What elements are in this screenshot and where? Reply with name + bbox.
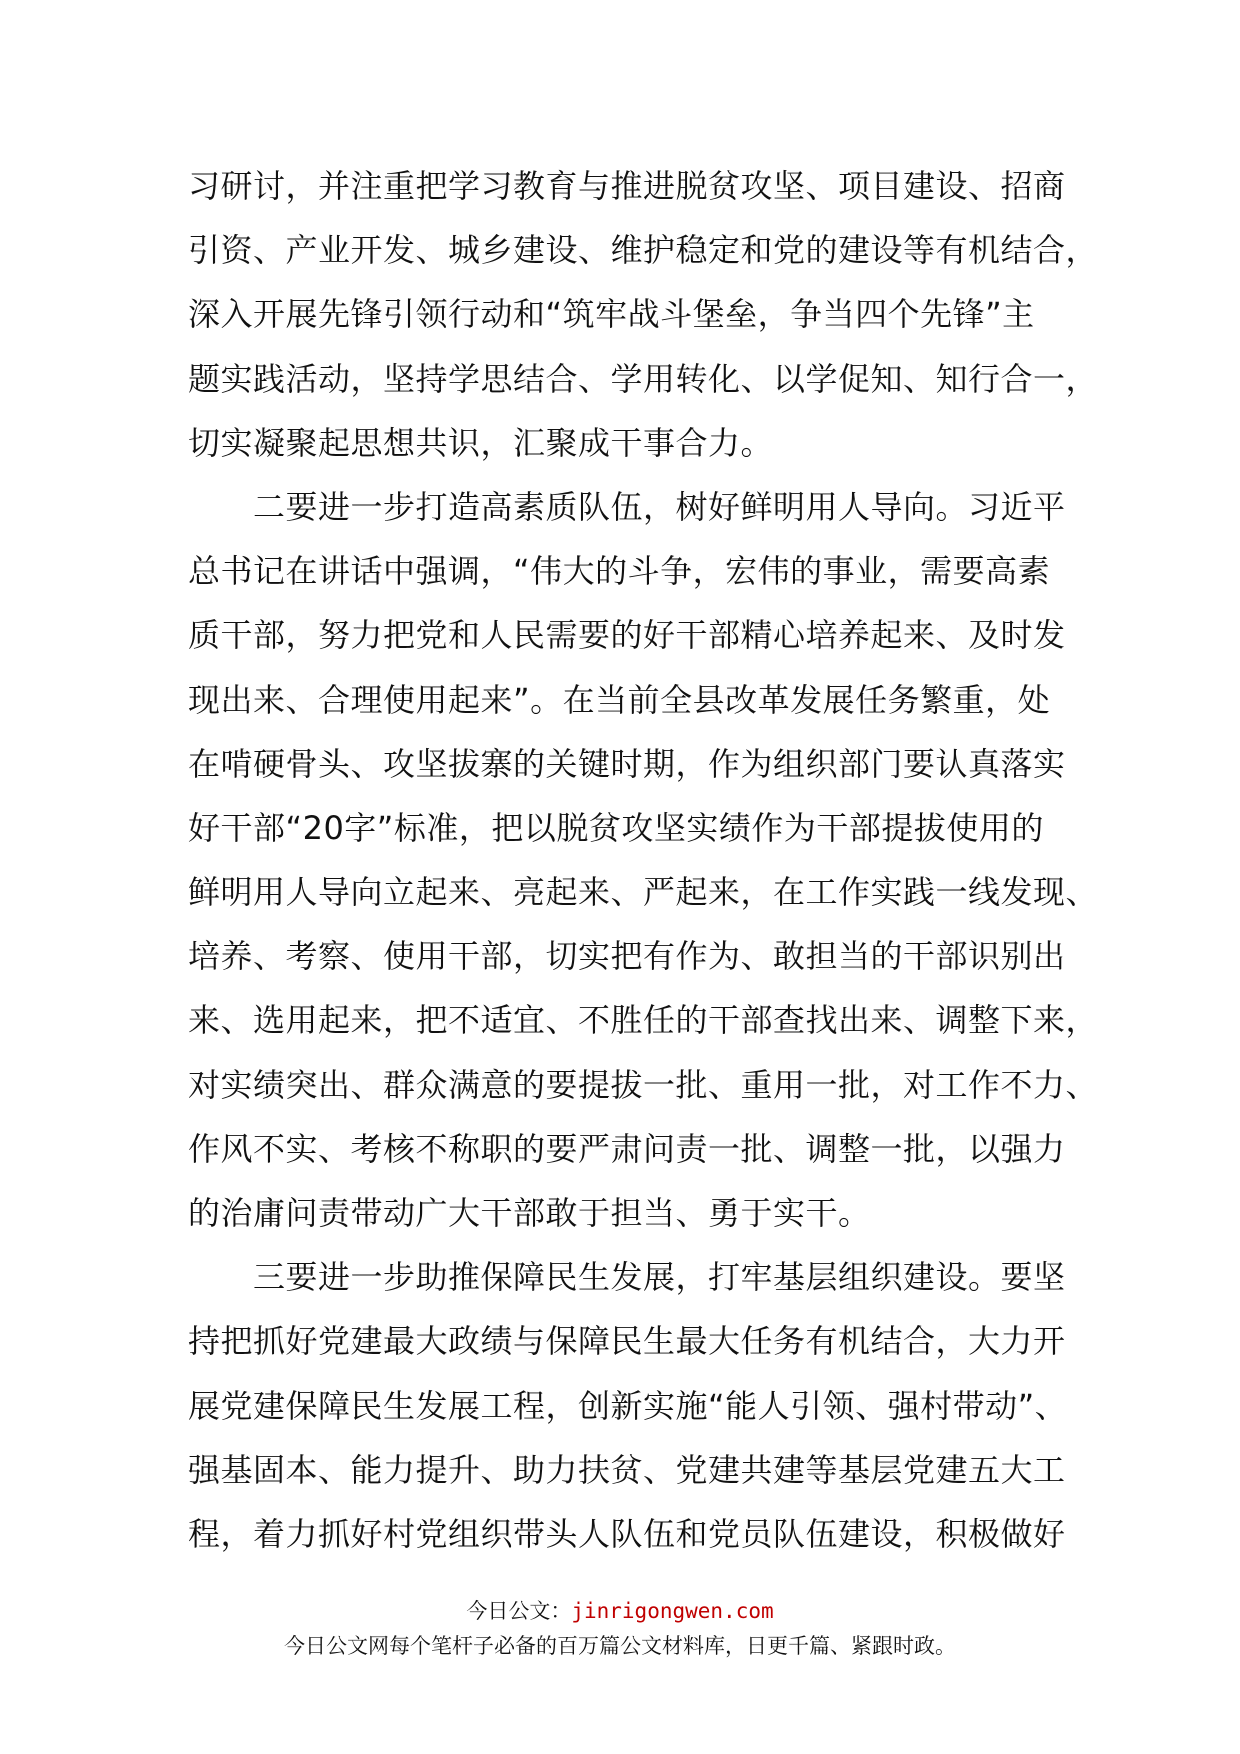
text-line: 习研讨，并注重把学习教育与推进脱贫攻坚、项目建设、招商 xyxy=(188,167,1066,205)
paragraph-start-line: 二要进一步打造高素质队伍，树好鲜明用人导向。习近平 xyxy=(188,487,1066,526)
footer-site-label: 今日公文： xyxy=(466,1599,572,1623)
text-line: 展党建保障民生发展工程，创新实施“能人引领、强村带动”、 xyxy=(188,1386,1068,1425)
text-line: 好干部“20字”标准，把以脱贫攻坚实绩作为干部提拔使用的 xyxy=(188,808,1044,847)
text-line: 题实践活动，坚持学思结合、学用转化、以学促知、知行合一， xyxy=(188,359,1099,398)
text-line: 程，着力抓好村党组织带头人队伍和党员队伍建设，积极做好 xyxy=(188,1514,1066,1553)
document-body xyxy=(188,154,1099,1566)
paragraph-start-line: 三要进一步助推保障民生发展，打牢基层组织建设。要坚 xyxy=(188,1258,1066,1297)
text-line: 现出来、合理使用起来”。在当前全县改革发展任务繁重，处 xyxy=(188,680,1051,719)
text-line: 培养、考察、使用干部，切实把有作为、敢担当的干部识别出 xyxy=(188,937,1066,976)
text-line: 来、选用起来，把不适宜、不胜任的干部查找出来、调整下来， xyxy=(188,1001,1099,1040)
text-line: 作风不实、考核不称职的要严肃问责一批、调整一批，以强力 xyxy=(188,1129,1066,1168)
footer-site-link[interactable]: jinrigongwen.com xyxy=(571,1599,774,1623)
footer-slogan: 今日公文网每个笔杆子必备的百万篇公文材料库，日更千篇、紧跟时政。 xyxy=(284,1634,956,1658)
text-line: 总书记在讲话中强调，“伟大的斗争，宏伟的事业，需要高素 xyxy=(188,552,1051,591)
footer-site-line xyxy=(0,1595,1240,1625)
text-line: 在啃硬骨头、攻坚拔寨的关键时期，作为组织部门要认真落实 xyxy=(188,744,1066,783)
text-line: 持把抓好党建最大政绩与保障民生最大任务有机结合，大力开 xyxy=(188,1322,1066,1361)
text-line: 切实凝聚起思想共识，汇聚成干事合力。 xyxy=(188,423,774,462)
text-line: 引资、产业开发、城乡建设、维护稳定和党的建设等有机结合， xyxy=(188,231,1099,270)
text-line: 强基固本、能力提升、助力扶贫、党建共建等基层党建五大工 xyxy=(188,1450,1066,1489)
text-line: 鲜明用人导向立起来、亮起来、严起来，在工作实践一线发现、 xyxy=(188,873,1099,912)
text-line: 质干部，努力把党和人民需要的好干部精心培养起来、及时发 xyxy=(188,616,1066,655)
text-line: 深入开展先锋引领行动和“筑牢战斗堡垒，争当四个先锋”主 xyxy=(188,295,1035,334)
text-line: 的治庸问责带动广大干部敢于担当、勇于实干。 xyxy=(188,1194,871,1232)
text-line: 对实绩突出、群众满意的要提拔一批、重用一批，对工作不力、 xyxy=(188,1065,1099,1104)
